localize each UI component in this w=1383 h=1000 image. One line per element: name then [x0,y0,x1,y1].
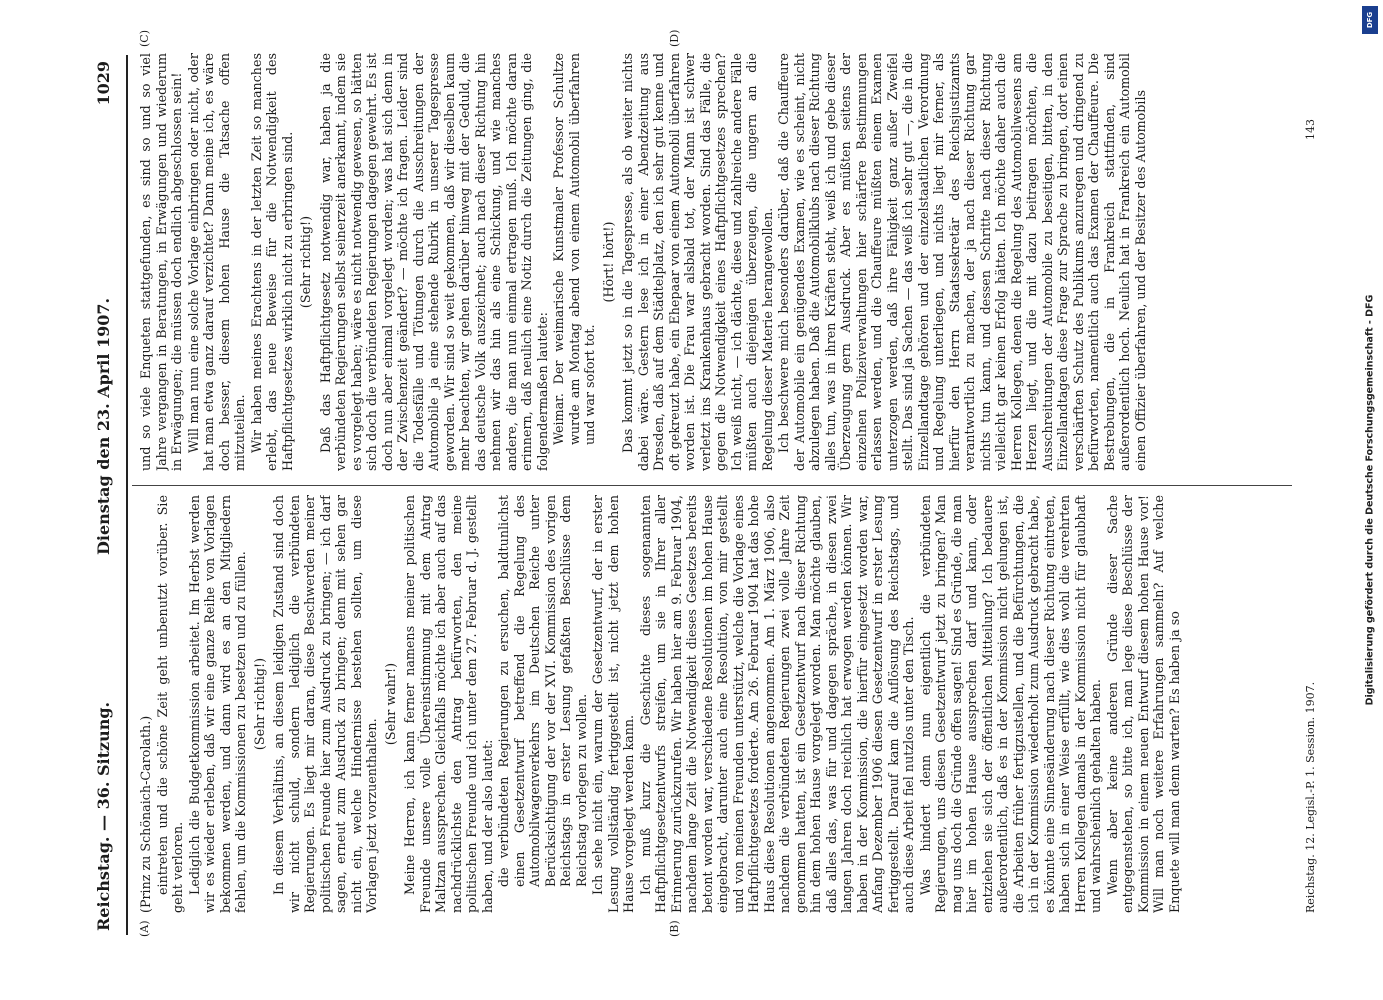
column-divider [132,485,1292,486]
interjection: (Hört! hört!) [600,221,615,303]
paragraph: Wenn aber keine anderen Gründe dieser Sache entgegenstehen, so bitte ich, man lege diese Beschlüsse der Kommission in einem neuen Entwurf diesem hohen Hause vor! Will man noch weitere Erfahrungen sammeln? Auf welche Enquete will man denn warten? Es haben ja so [1104,495,1181,913]
dfg-badge-text: DFG [1366,11,1374,29]
paragraph: In diesem Verhältnis, an diesem leidigen Zustand sind doch wir nicht schuld, sondern lediglich die verbündeten Regierungen. Es liegt mir daran, diese Beschwerden meiner politischen Freunde hier zum Ausdruck zu bringen; — ich darf sagen, erneut zum Ausdruck zu bringen; denn mit sehen gar nicht ein, welche Hindernisse bestehen sollten, um diese Vorlagen jetzt vorzuenthalten. [270,495,379,913]
rotated-page [28,25,1356,975]
paragraph: Ich muß kurz die Geschichte dieses sogenannten Haftpflichtgesetzentwurfs streifen, um sie in Ihrer aller Erinnerung zurückzurufen. Wir haben hier am 9. Februar 1904, nachdem lange Zeit die Notwendigkeit dieses Gesetzes bereits betont worden war, verschiedene Resolutionen im hohen Hause eingebracht, darunter auch eine Resolution, von mir gestellt und von meinen Freunden unterstützt, welche die Vorlage eines Haftpflichtgesetzes forderte. Am 26. Februar 1904 hat das hohe Haus diese Resolutionen angenommen. Am 1. März 1906, also nachdem die verbündeten Regierungen zwei volle Jahre Zeit genommen hatten, ist ein Gesetzentwurf nach dieser Richtung hin dem hohen Hause vorgelegt worden. Man möchte glauben, daß alles das, was für und dagegen spräche, in diesen zwei langen Jahren doch reichlich hat erwogen werden können. Wir haben in der Kommission, die hierfür eingesetzt worden war, Anfang Dezember 1906 diesen Gesetzentwurf in erster Lesung fertiggestellt. Darauf kam die Auflösung des Reichstags, und auch diese Arbeit fiel nutzlos unter den Tisch. [637,495,916,913]
paragraph: Ich sehe nicht ein, warum der Gesetzentwurf, der in erster Lesung vollständig fertiggestellt ist, nicht jetzt dem hohen Hause vorgelegt werden kann. [589,495,636,913]
right-column [138,53,1298,471]
paragraph: Das kommt jetzt so in die Tagespresse, als ob weiter nichts dabei wäre. Gestern lese ich in einer Abendzeitung aus Dresden, daß auf dem Städtelplatz, den ich sehr gut kenne und oft gekreuzt habe, ein Ehepaar von einem Automobil überfahren worden ist. Die Frau war alsbald tot, der Mann ist schwer verletzt ins Krankenhaus gebracht worden. Sind das Fälle, die gegen die Notwendigkeit eines Haftpflichtgesetzes sprechen? Ich weiß nicht, — ich dächte, diese und zahlreiche andere Fälle müßten auch diejenigen überzeugen, die ungern an die Regelung dieser Materie herangewollen. [619,53,774,471]
margin-marker-c: (C) [137,30,151,47]
paragraph: eintreten und die schöne Zeit geht unbenutzt vorüber. Sie geht verloren. [154,495,185,913]
digitization-note: Digitalisierung gefördert durch die Deutsche Forschungsgemeinschaft - DFG [1364,294,1376,706]
quoted-text: Weimar. Der weimarische Kunstmaler Professor Schultze wurde am Montag abend von einem Automobil überfahren und war sofort tot. [550,53,597,445]
paragraph: Ich beschwere mich besonders darüber, daß die Chauffeure der Automobile ein genügendes Examen, wie es scheint, nicht abzulegen haben. Daß die Automobilklubs nach dieser Richtung alles tun, was in ihren Kräften steht, weiß ich und gebe dieser Überzeugung gern Ausdruck. Aber es müßten seitens der einzelnen Polizeiverwaltungen hier schärfere Bestimmungen erlassen werden, und die Chauffeure müßten einem Examen unterzogen werden, daß ihre Fähigkeit ganz außer Zweifel stellt. Das sind ja Sachen — das weiß ich sehr gut —, die in die Einzellandtage gehören und der einzelstaatlichen Verordnung und Regelung unterliegen, und nichts liegt mir ferner, als hierfür den Herrn Staatssekretär des Reichsjustizamts verantwortlich zu machen, der ja nach dieser Richtung gar nichts tun kann, und dessen Schritte nach dieser Richtung vielleicht gar keinen Erfolg hätten. Ich möchte daher auch die Herren Kollegen, denen die Regelung des Automobilwesens am Herzen liegt, und die mit dazu beitragen möchten, die Ausschreitungen der Automobile zu beseitigen, bitten, in den Einzellandtagen diese Frage zur Sprache zu bringen, dort einen verschärften Schutz des Publikums anzuregen und dringend zu befürworten, namentlich auch das Examen der Chauffeure. Die Bestrebungen, die in Frankreich stattfinden, sind außerordentlich hoch. Neulich hat in Frankreich ein Automobil einen Offizier überfahren, und der Besitzer des Automobils [775,53,1147,471]
margin-marker-b: (B) [667,920,681,937]
page-header [88,25,124,975]
header-rule [126,55,128,935]
interjection: (Sehr wahr!) [382,662,397,746]
paragraph: Daß das Haftpflichtgesetz notwendig war, haben ja die verbündeten Regierungen selbst seinerzeit anerkannt, indem sie es vorgelegt haben; wäre es nicht notwendig gewesen, so hätten sich doch die verbündeten Regierungen dagegen gewehrt. Es ist doch nun aber einmal vorgelegt worden; was hat sich denn in der Zwischenzeit geändert? — möchte ich fragen. Leider sind die Todesfälle und Tötungen durch die Ausschreitungen der Automobile ja eine stehende Rubrik in unserer Tagespresse geworden. Wir sind so weit gekommen, daß wir dieselben kaum mehr beachten, wir gehen darüber hinweg mit der Geduld, die das deutsche Volk auszeichnet; auch nach dieser Richtung hin nehmen wir das hin als eine Schickung, und wie manches andere, die man nun einmal ertragen muß. Ich möchte daran erinnern, daß neulich eine Notiz durch die Zeitungen ging, die folgendermaßen lautete: [317,53,549,471]
paragraph: Will man nun eine solche Vorlage einbringen oder nicht, oder hat man etwa ganz darauf verzichtet? Dann meine ich, es wäre doch besser, diesem hohen Hause die Tatsache offen mitzuteilen. [185,53,247,471]
paragraph: Meine Herren, ich kann ferner namens meiner politischen Freunde unsere volle Übereinstimmung mit dem Antrag Maltzan aussprechen. Gleichfalls möchte ich aber auch auf das nachdrücklichste den Antrag befürworten, den meine politischen Freunde und ich unter dem 27. Februar d. J. gestellt haben, und der also lautet: [401,495,494,913]
left-column [138,495,1298,913]
paragraph: Lediglich die Budgetkommission arbeitet. Im Herbst werden wir es wieder erleben, daß wir eine ganze Reihe von Vorlagen bekommen werden, und dann wird es an den Mitgliedern fehlen, um die Kommissionen zu besetzen und zu füllen. [186,495,248,913]
margin-marker-a: (A) [137,920,151,937]
interjection: (Sehr richtig!) [251,657,266,751]
speaker-name: (Prinz zu Schönaich-Carolath.) [137,715,153,913]
page-number: 1029 [93,61,113,106]
paragraph: und so viele Enqueten stattgefunden, es sind so und so viel Jahre vergangen in Beratungen, in Erwägungen und wiederum in Erwägungen; die müssen doch endlich abgeschlossen sein! [137,53,184,471]
footer-sheet-number: 143 [1303,119,1317,140]
dfg-logo-icon [1362,6,1378,34]
header-left-title: Reichstag. — 36. Sitzung. [93,701,113,931]
margin-marker-d: (D) [667,29,681,47]
paragraph: Was hindert denn nun eigentlich die verbündeten Regierungen, uns diesen Gesetzentwurf jetzt zu bringen? Man mag uns doch die Gründe offen sagen! Sind es Gründe, die man hier im hohen Hause aussprechen darf und kann, oder entziehen sie sich der öffentlichen Mitteilung? Ich bedauere außerordentlich, daß es in der Kommission nicht gelungen ist, die Arbeiten früher fertigzustellen, und die Befürchtungen, die ich in der Kommission wiederholt zum Ausdruck gebracht habe, es könnte eine Sinnesänderung nach dieser Richtung eintreten, haben sich in einer Weise erfüllt, wie dies wohl die verehrten Herren Kollegen damals in der Kommission nicht für glaubhaft und wahrscheinlich gehalten haben. [917,495,1103,913]
paragraph: Wir haben meines Erachtens in der letzten Zeit so manches erlebt, das neue Beweise für die Notwendigkeit des Haftpflichtgesetzes wirklich nicht zu erbringen sind. [248,53,294,471]
quoted-text: die verbündeten Regierungen zu ersuchen, baldtunlichst einen Gesetzentwurf betreffend die Regelung des Automobilwagenverkehrs im Deutschen Reiche unter Berücksichtigung der vor der XVI. Kommission des vorigen Reichstags in erster Lesung gefaßten Beschlüsse dem Reichstag vorlegen zu wollen. [495,495,588,887]
footer-session: Reichstag. 12. Legisl.-P. 1. Session. 1907. [1303,681,1317,913]
interjection: (Sehr richtig!) [297,215,313,309]
header-date: Dienstag den 23. April 1907. [93,297,113,555]
